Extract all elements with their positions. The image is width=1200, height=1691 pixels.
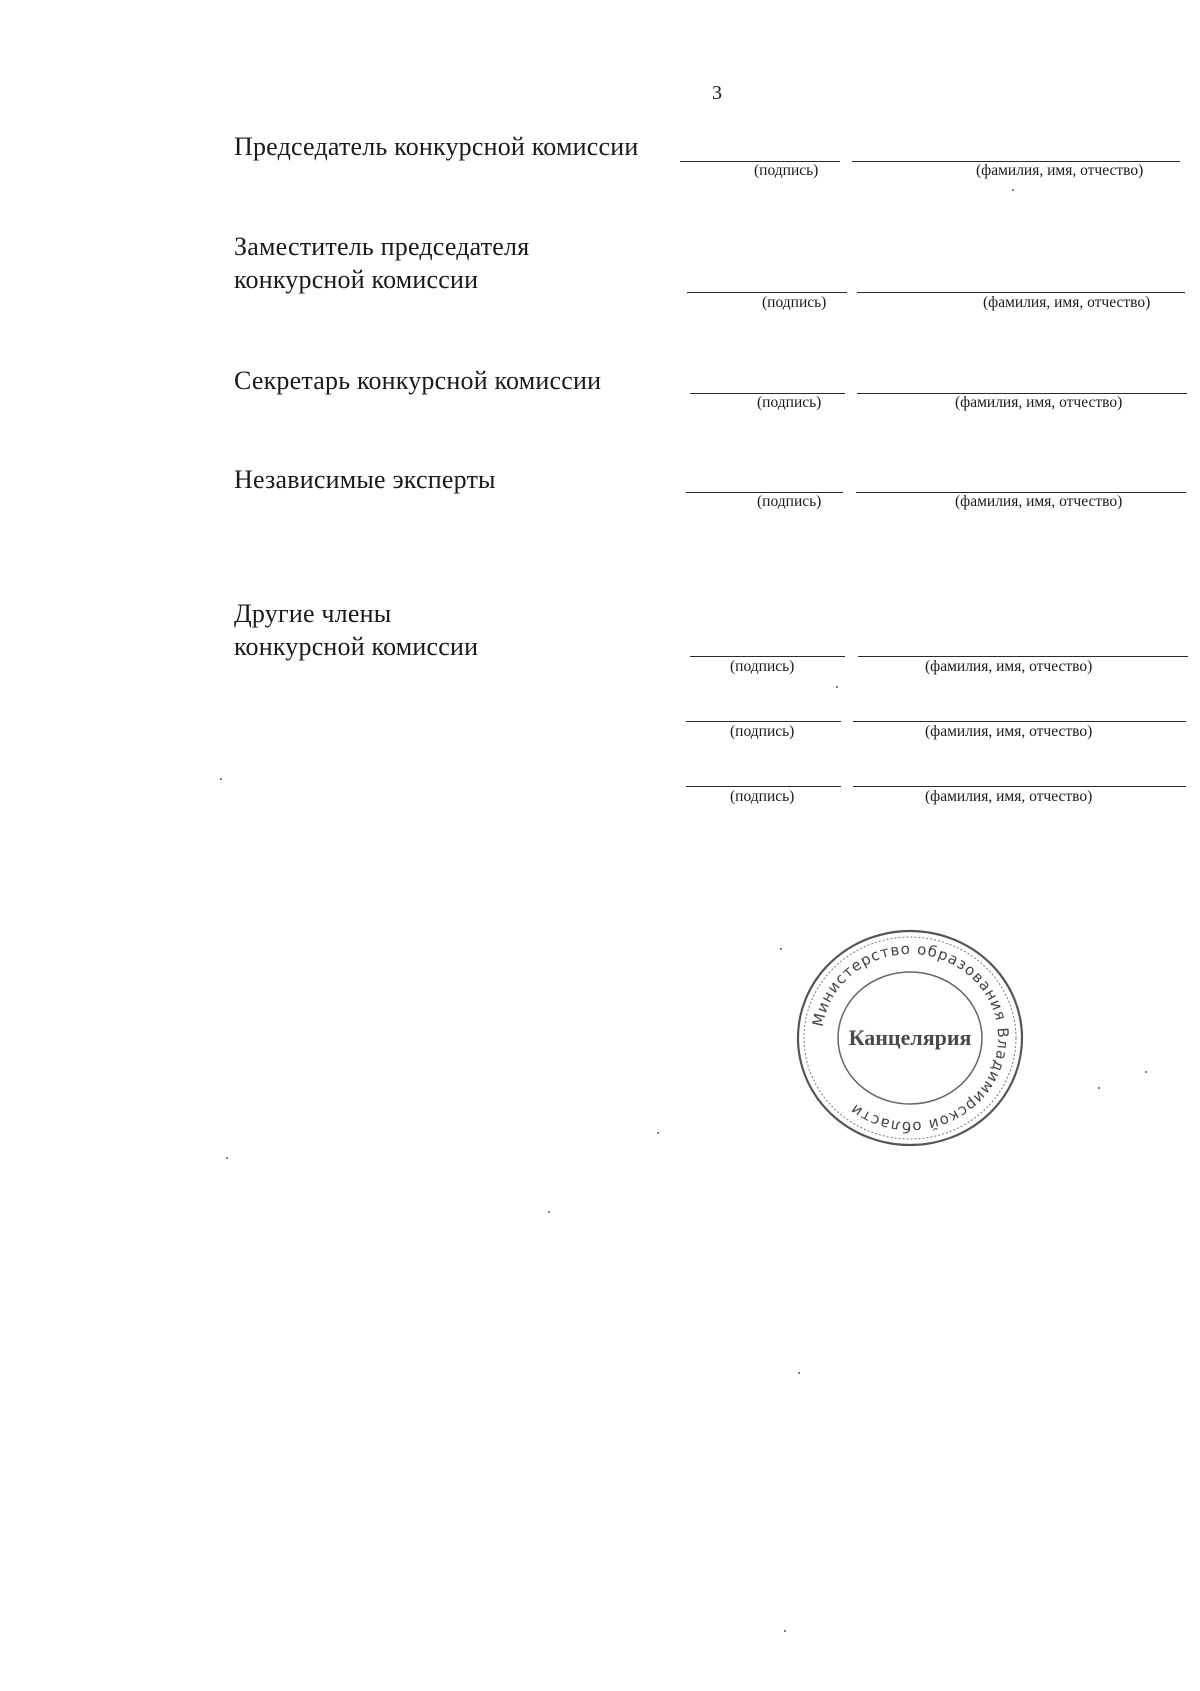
scan-speck: [226, 1157, 228, 1159]
role-others-line2: конкурсной комиссии: [234, 632, 479, 661]
name-caption-secretary: (фамилия, имя, отчество): [955, 394, 1123, 411]
scan-speck: [1145, 1071, 1147, 1073]
signature-caption-experts: (подпись): [757, 493, 822, 510]
name-caption-member: (фамилия, имя, отчество): [925, 723, 1093, 740]
signature-line-deputy: [687, 292, 847, 293]
scan-speck: [798, 1372, 800, 1374]
signature-line-member: [690, 656, 845, 657]
role-secretary: Секретарь конкурсной комиссии: [234, 366, 602, 395]
name-caption-experts: (фамилия, имя, отчество): [955, 493, 1123, 510]
name-caption-deputy: (фамилия, имя, отчество): [983, 294, 1151, 311]
name-line-member: [858, 656, 1188, 657]
signature-line-member: [686, 786, 841, 787]
scan-speck: [836, 686, 838, 688]
page-number: 3: [712, 82, 722, 104]
scan-speck: [220, 778, 222, 780]
scan-speck: [548, 1211, 550, 1213]
role-others-line1: Другие члены: [234, 599, 392, 628]
stamp-center-text: Канцелярия: [848, 1025, 972, 1050]
scan-speck: [1098, 1087, 1100, 1089]
name-line-member: [853, 721, 1186, 722]
name-caption-member: (фамилия, имя, отчество): [925, 788, 1093, 805]
role-deputy-line1: Заместитель председателя: [234, 232, 530, 261]
role-experts: Независимые эксперты: [234, 465, 496, 494]
signature-caption-chairman: (подпись): [754, 162, 819, 179]
name-caption-member: (фамилия, имя, отчество): [925, 658, 1093, 675]
name-caption-chairman: (фамилия, имя, отчество): [976, 162, 1144, 179]
scan-speck: [1012, 189, 1014, 191]
name-line-deputy: [857, 292, 1185, 293]
signature-caption-secretary: (подпись): [757, 394, 822, 411]
role-chairman: Председатель конкурсной комиссии: [234, 132, 639, 161]
name-line-member: [853, 786, 1186, 787]
signature-caption-member: (подпись): [730, 788, 795, 805]
official-stamp: [790, 923, 1030, 1153]
signature-line-member: [686, 721, 841, 722]
scan-speck: [657, 1132, 659, 1134]
signature-caption-deputy: (подпись): [762, 294, 827, 311]
signature-caption-member: (подпись): [730, 723, 795, 740]
stamp-outer-text: Министерство образования Владимирской области: [808, 939, 1013, 1137]
role-deputy-line2: конкурсной комиссии: [234, 265, 479, 294]
signature-caption-member: (подпись): [730, 658, 795, 675]
scan-speck: [780, 948, 782, 950]
scan-speck: [784, 1630, 786, 1632]
